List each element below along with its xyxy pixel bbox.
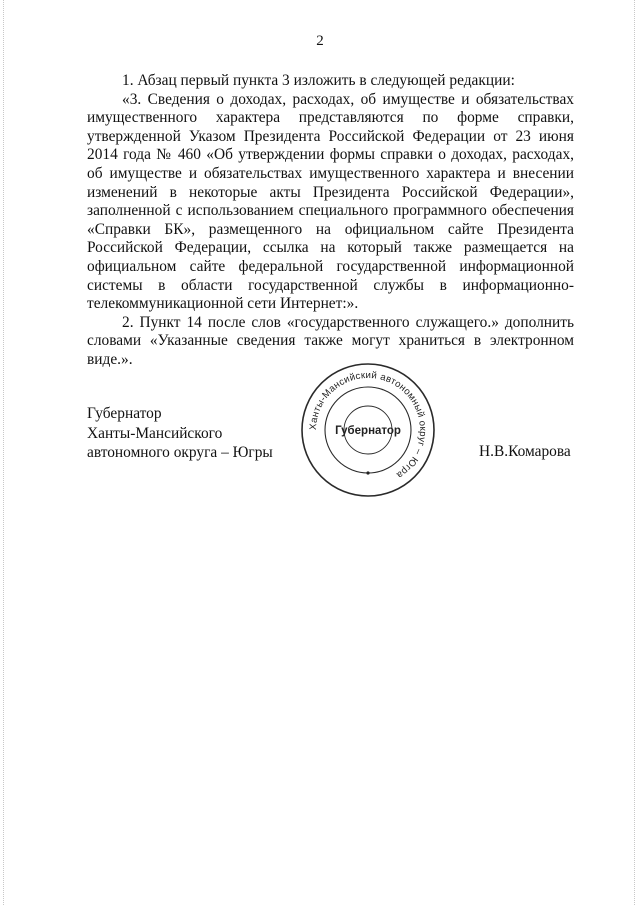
page-number: 2 [316,33,324,49]
document-body [87,72,574,370]
page-edge-right [634,0,636,905]
signatory-title-line-1: Губернатор [87,405,162,422]
signatory-title-line-3: автономного округа – Югры [87,444,273,461]
paragraph-amendment-1: 1. Абзац первый пункта 3 изложить в следующей редакции: [122,72,515,89]
seal-center-text: Губернатор [335,425,401,437]
seal-bottom-dot [366,471,369,474]
page-edge-left [3,0,5,905]
signatory-title [87,404,273,463]
official-seal [298,360,438,500]
paragraph-quoted-item-3: «3. Сведения о доходах, расходах, об имуществе и обязательствах имущественного характера представляются по форме справки, утвержденной Указом Президента Российской Федерации от 23 июня 2014 года № 460 «Об утверждении формы справки о доходах, расходах, об имуществе и обязательствах имущественного характера и внесении изменений в некоторые акты Президента Российской Федерации», заполненной с использованием специального программного обеспечения «Справки БК», размещенного на официальном сайте Президента Российской Федерации, ссылка на который также размещается на официальном сайте федеральной государственной информационной системы в области государственной службы в информационно-телекоммуникационной сети Интернет:». [87,90,574,313]
signatory-title-line-2: Ханты-Мансийского [87,424,223,442]
signatory-name: Н.В.Комарова [479,443,571,460]
paragraph-amendment-2: 2. Пункт 14 после слов «государственного служащего.» дополнить словами «Указанные сведения также могут храниться в электронном виде.». [87,313,574,368]
seal-ring-text: Ханты-Мансийский автономный округ – Югра [307,369,429,481]
